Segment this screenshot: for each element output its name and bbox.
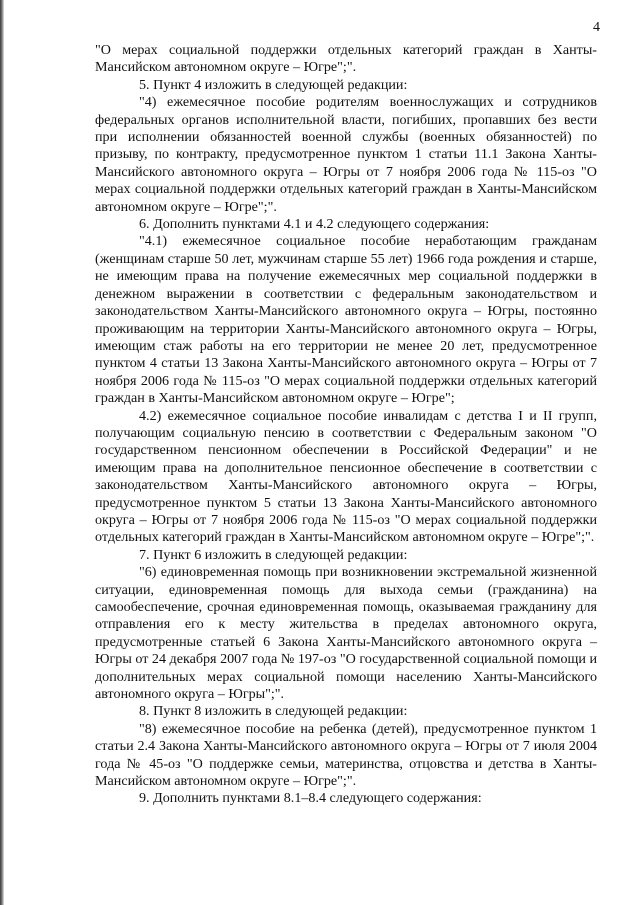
paragraph: 4.2) ежемесячное социальное пособие инвалидам с детства I и II групп, получающим социальную пенсию в соответствии с Федеральным законом "О государственном пенсионном обеспечении в Российской Федерации" и не имеющим права на дополнительное пенсионное обеспечение в соответствии с законодательством Ханты-Мансийского автономного округа – Югры, предусмотренное пунктом 5 статьи 13 Закона Ханты-Мансийского автономного округа – Югры от 7 ноября 2006 года № 115-оз "О мерах социальной поддержки отдельных категорий граждан в Ханты-Мансийском автономном округе – Югре";". (95, 407, 597, 546)
document-body (95, 42, 597, 808)
page-number: 4 (593, 20, 600, 35)
paragraph: "6) единовременная помощь при возникновении экстремальной жизненной ситуации, единовременная помощь для выхода семьи (гражданина) на самообеспечение, срочная единовременная помощь, оказываемая гражданину для отправления его к месту жительства в пределах автономного округа, предусмотренные статьей 6 Закона Ханты-Мансийского автономного округа – Югры от 24 декабря 2007 года № 197-оз "О государственной социальной помощи и дополнительных мерах социальной помощи населению Ханты-Мансийского автономного округа – Югры";". (95, 564, 597, 703)
paragraph: "4) ежемесячное пособие родителям военнослужащих и сотрудников федеральных органов исполнительной власти, погибших, пропавших без вести при исполнении обязанностей военной службы (военных обязанностей) по призыву, по контракту, предусмотренное пунктом 1 статьи 11.1 Закона Ханты-Мансийского автономного округа – Югры от 7 ноября 2006 года № 115-оз "О мерах социальной поддержки отдельных категорий граждан в Ханты-Мансийском автономном округе – Югре";". (95, 94, 597, 215)
page-binding-edge (0, 0, 4, 905)
paragraph: "4.1) ежемесячное социальное пособие неработающим гражданам (женщинам старше 50 лет, мужчинам старше 55 лет) 1966 года рождения и старше, не имеющим права на получение ежемесячных мер социальной поддержки в денежном выражении в соответствии с федеральным законодательством и законодательством Ханты-Мансийского автономного округа – Югры, постоянно проживающим на территории Ханты-Мансийского автономного округа – Югры, имеющим стаж работы на его территории не менее 20 лет, предусмотренное пунктом 4 статьи 13 Закона Ханты-Мансийского автономного округа – Югры от 7 ноября 2006 года № 115-оз "О мерах социальной поддержки отдельных категорий граждан в Ханты-Мансийском автономном округе – Югре"; (95, 233, 597, 407)
paragraph: 5. Пункт 4 изложить в следующей редакции: (139, 76, 408, 93)
paragraph: 6. Дополнить пунктами 4.1 и 4.2 следующего содержания: (139, 216, 490, 233)
paragraph: 8. Пункт 8 изложить в следующей редакции: (139, 703, 408, 720)
paragraph: "О мерах социальной поддержки отдельных категорий граждан в Ханты-Мансийском автономном округе – Югре";". (95, 42, 597, 76)
paragraph: "8) ежемесячное пособие на ребенка (детей), предусмотренное пунктом 1 статьи 2.4 Закона Ханты-Мансийского автономного округа – Югры от 7 июля 2004 года № 45-оз "О поддержке семьи, материнства, отцовства и детства в Ханты-Мансийском автономном округе – Югре";". (95, 720, 597, 790)
paragraph: 9. Дополнить пунктами 8.1–8.4 следующего содержания: (139, 790, 482, 807)
paragraph: 7. Пункт 6 изложить в следующей редакции: (139, 546, 408, 563)
